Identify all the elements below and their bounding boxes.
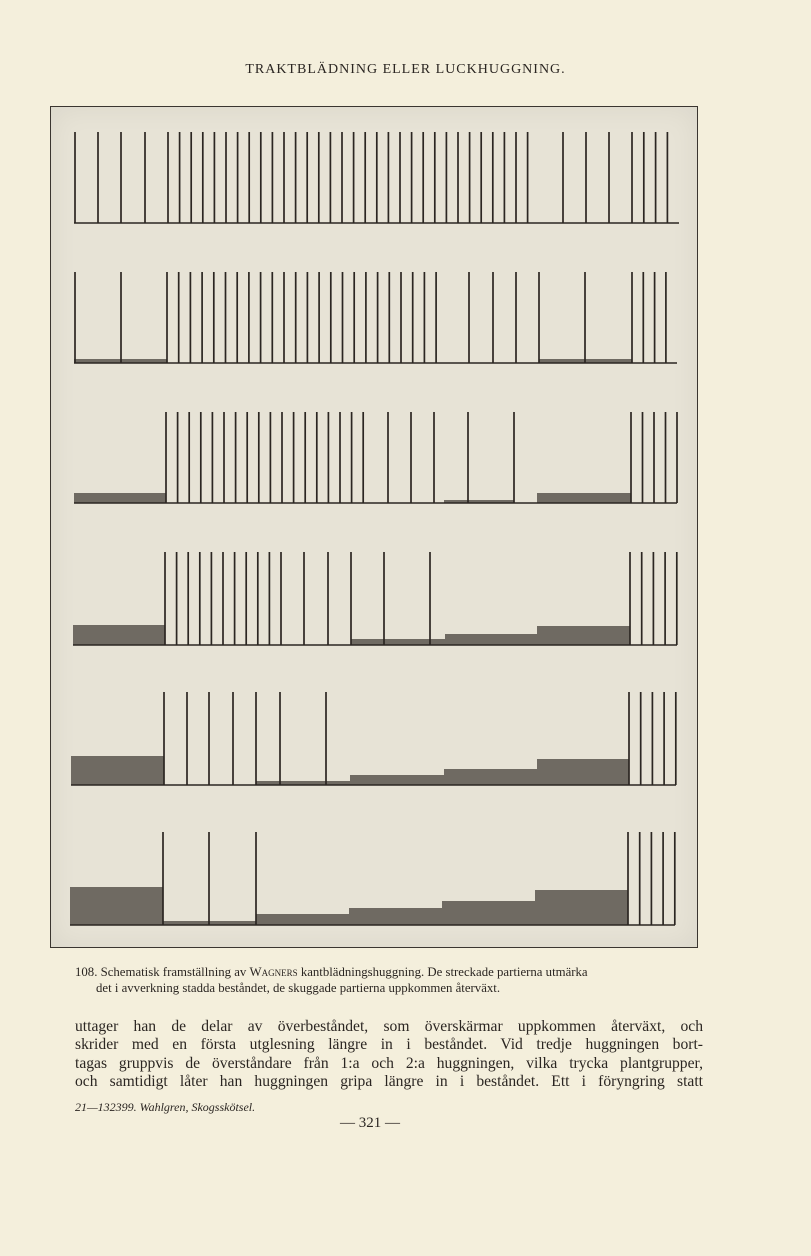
- regrowth-block: [73, 625, 165, 645]
- regrowth-block: [349, 908, 442, 925]
- body-line: skrider med en första utglesning längre in i beståndet. Vid tredje huggningen bort-: [75, 1036, 703, 1054]
- regrowth-block: [70, 887, 163, 925]
- caption-text-post: kantblädningshuggning. De streckade partierna utmärka: [297, 965, 588, 979]
- caption-line-2: det i avverkning stadda beståndet, de skuggade partierna uppkommen återväxt.: [96, 981, 501, 995]
- regrowth-block: [74, 493, 166, 503]
- figure-plate: [50, 106, 698, 948]
- caption-text-pre: Schematisk framställning av: [100, 965, 250, 979]
- regrowth-block: [256, 914, 349, 925]
- page-number: — 321 —: [340, 1115, 400, 1131]
- running-head: TRAKTBLÄDNING ELLER LUCKHUGGNING.: [245, 62, 566, 77]
- regrowth-block: [444, 769, 537, 785]
- body-line: tagas gruppvis de överståndare från 1:a och 2:a huggningen, vilka trycka plantgrupper,: [75, 1054, 703, 1072]
- regrowth-block: [537, 759, 629, 785]
- regrowth-block: [351, 639, 445, 645]
- body-paragraph: [75, 1018, 703, 1092]
- regrowth-block: [350, 775, 444, 785]
- regrowth-block: [535, 890, 628, 925]
- regrowth-block: [445, 634, 537, 645]
- body-line: uttager han de delar av överbeståndet, som överskärmar uppkommen återväxt, och: [75, 1018, 703, 1035]
- figure-diagram: [51, 107, 697, 947]
- signature-line: 21—132399. Wahlgren, Skogsskötsel.: [75, 1100, 256, 1114]
- regrowth-block: [537, 493, 631, 503]
- figure-caption: [75, 964, 703, 996]
- figure-number: 108.: [75, 965, 98, 979]
- regrowth-block: [442, 901, 535, 925]
- body-line: och samtidigt låter han huggningen gripa längre in i beståndet. Ett i föryngring statt: [75, 1073, 703, 1091]
- regrowth-block: [537, 626, 630, 645]
- caption-author-name: Wagners: [249, 965, 298, 979]
- regrowth-block: [71, 756, 164, 785]
